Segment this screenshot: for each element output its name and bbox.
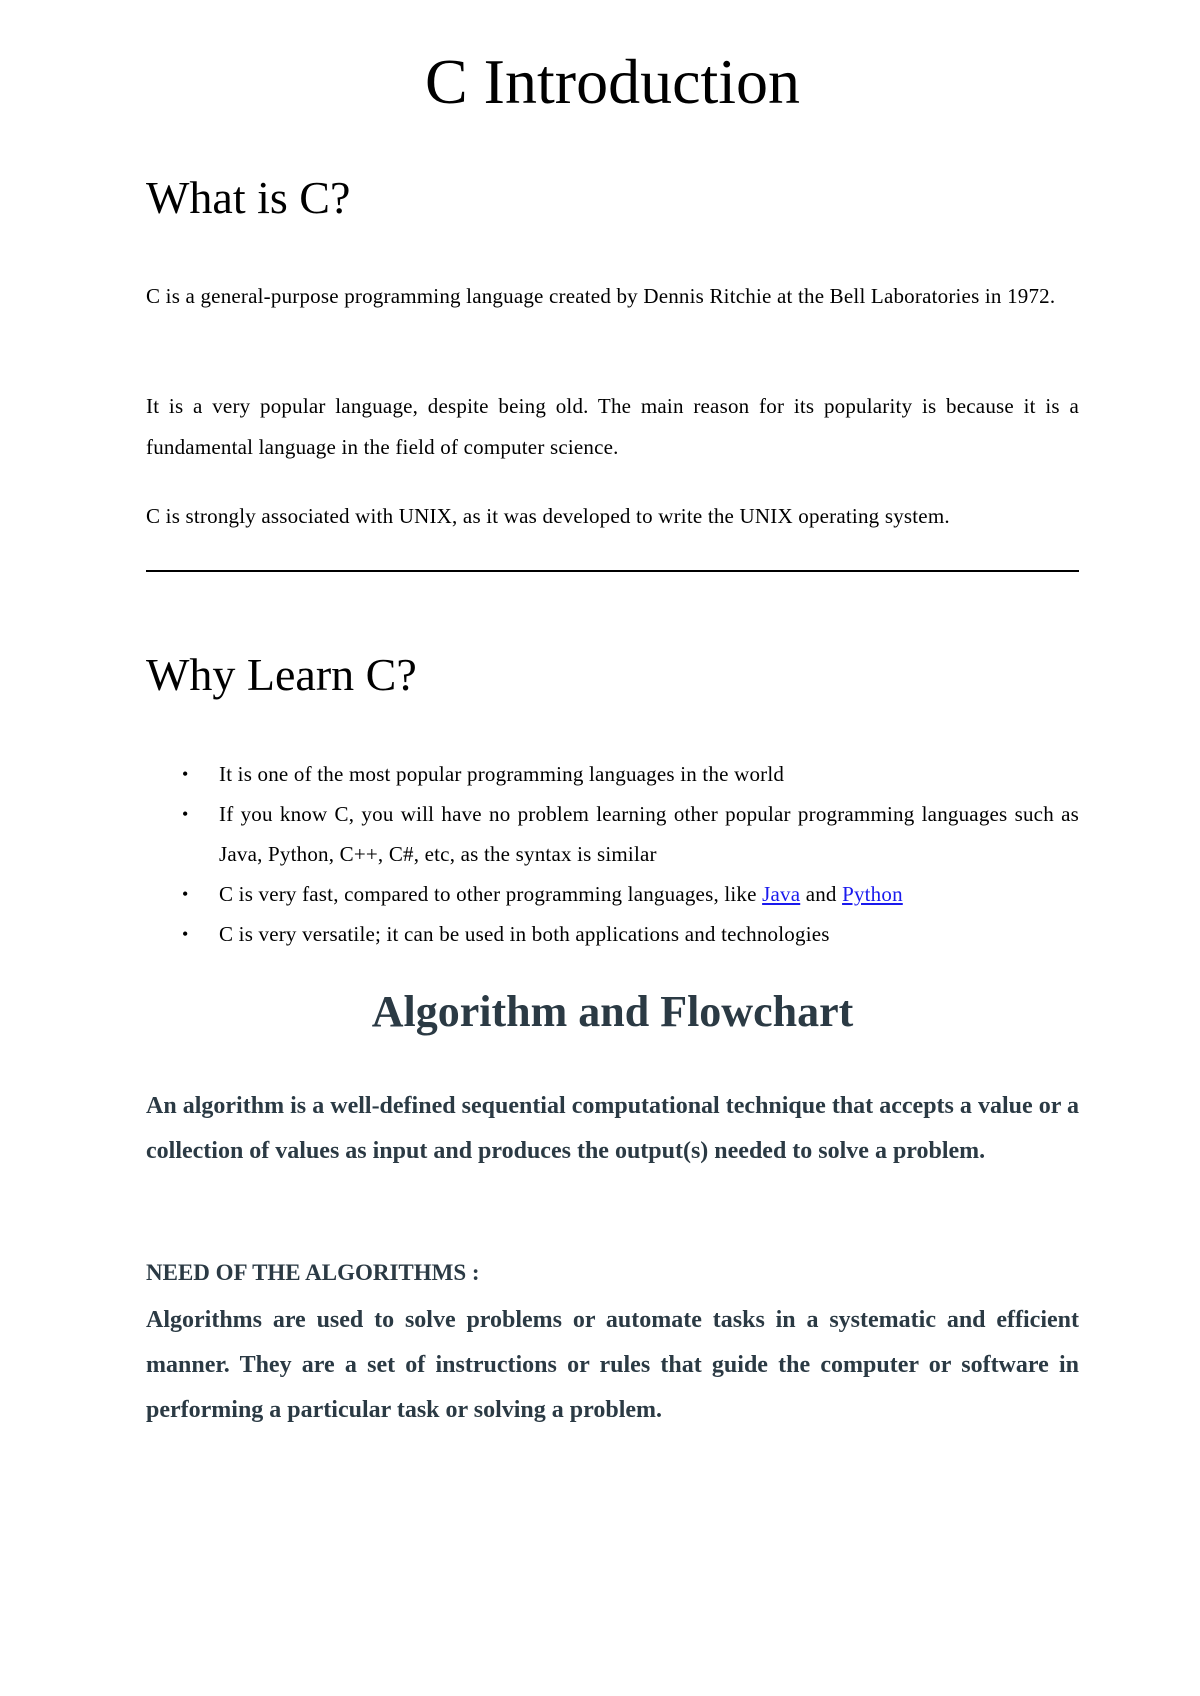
bullet-text: C is very versatile; it can be used in both applications and technologies [219,922,830,946]
bullet-icon: • [182,804,189,824]
list-item [146,794,1079,874]
bullet-icon: • [182,884,189,904]
why-bullet-list [146,754,1079,954]
need-of-algorithms-paragraph: Algorithms are used to solve problems or automate tasks in a systematic and efficient manner. They are a set of instructions or rules that guide the computer or software in performing a particular task or solving a problem. [146,1307,1079,1423]
horizontal-divider [146,570,1079,572]
bullet-text: If you know C, you will have no problem learning other popular programming languages such as Java, Python, C++, C#, etc, as the syntax is similar [219,802,1079,866]
what-is-c-heading: What is C? [146,172,351,223]
page-title: C Introduction [424,46,801,117]
and-text: and [805,882,837,906]
bullet-icon: • [182,924,189,944]
java-link[interactable]: Java [762,882,801,906]
why-learn-c-heading: Why Learn C? [146,649,417,700]
what-paragraph-3: C is strongly associated with UNIX, as it was developed to write the UNIX operating system. [146,504,950,528]
what-paragraph-2: It is a very popular language, despite being old. The main reason for its popularity is because it is a fundamental language in the field of computer science. [146,394,1079,459]
bullet-icon: • [182,764,189,784]
algorithm-definition-paragraph: An algorithm is a well-defined sequential computational technique that accepts a value or a collection of values as input and produces the output(s) needed to solve a problem. [146,1093,1079,1164]
bullet-text: C is very fast, compared to other programming languages, like [219,882,757,906]
what-paragraph-1: C is a general-purpose programming language created by Dennis Ritchie at the Bell Laboratories in 1972. [146,284,1056,308]
python-link[interactable]: Python [842,882,903,906]
bullet-text: It is one of the most popular programming languages in the world [219,762,785,786]
list-item [146,914,1079,954]
list-item [146,874,1079,914]
algorithm-flowchart-heading: Algorithm and Flowchart [371,987,854,1036]
need-of-algorithms-heading: NEED OF THE ALGORITHMS : [146,1260,480,1285]
list-item [146,754,1079,794]
